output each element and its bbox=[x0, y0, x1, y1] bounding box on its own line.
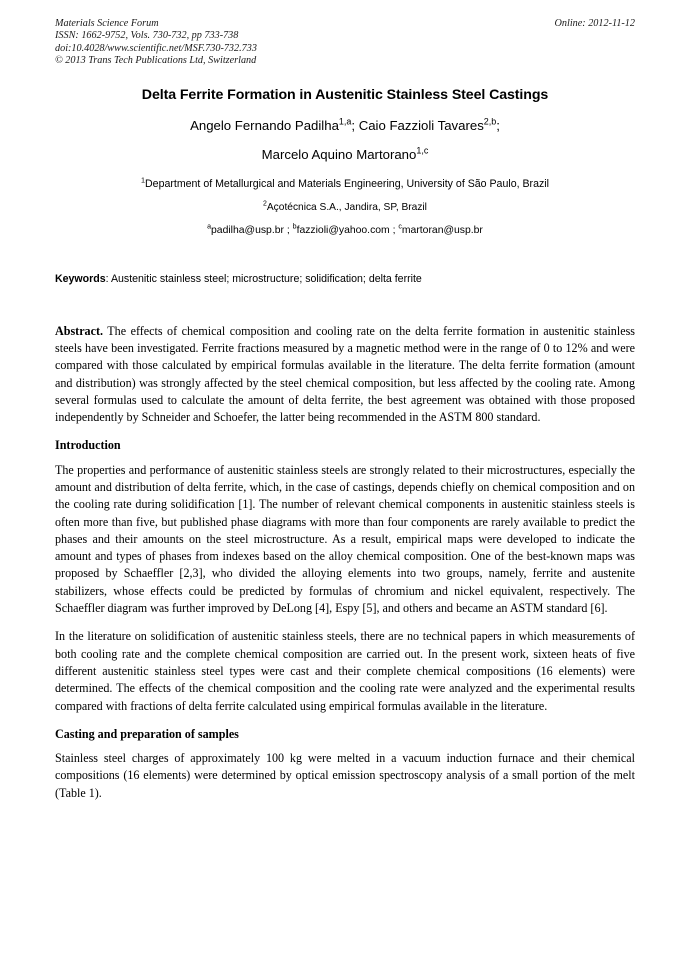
abstract-text: The effects of chemical composition and cooling rate on the delta ferrite formation in austenitic stainless steels have been investigated. Ferrite fractions measured by a magnetic method were in the range of 0 to 12% and were compared with those calculated by empirical formulas available in the literature. The delta ferrite formation (amount and distribution) was strongly affected by the steel chemical composition, but less affected by the cooling rate. Among several formulas used to calculate the amount of delta ferrite, the best agreement was obtained with those proposed independently by Schneider and Schoefer, the latter being recommended in the ASTM 800 standard. bbox=[55, 323, 635, 425]
journal-name: Materials Science Forum bbox=[55, 18, 159, 29]
affiliation-1 bbox=[55, 177, 635, 192]
casting-paragraph: Stainless steel charges of approximately 100 kg were melted in a vacuum induction furnace and their chemical compositions (16 elements) were determined by optical emission spectroscopy analysis of a small portion of the melt (Table 1). bbox=[55, 751, 635, 800]
email-2-marker: b bbox=[292, 223, 297, 231]
heading-casting-preparation: Casting and preparation of samples bbox=[55, 726, 239, 741]
author-name-padilha: Angelo Fernando Padilha bbox=[190, 117, 339, 133]
author-sup-padilha: 1,a bbox=[338, 116, 352, 127]
affiliation-1-text: Department of Metallurgical and Materials Engineering, University of São Paulo, Brazil bbox=[145, 177, 549, 190]
author-sup-martorano: 1,c bbox=[416, 145, 429, 156]
author-separator-2: ; bbox=[496, 117, 500, 133]
journal-issn-line: ISSN: 1662-9752, Vols. 730-732, pp 733-738 bbox=[55, 30, 239, 42]
page-content bbox=[55, 18, 635, 813]
authors-line-2 bbox=[55, 146, 635, 163]
journal-copyright-line: © 2013 Trans Tech Publications Ltd, Switzerland bbox=[55, 55, 257, 67]
email-3-marker: c bbox=[398, 223, 402, 231]
journal-doi-line: doi:10.4028/www.scientific.net/MSF.730-732.733 bbox=[55, 42, 257, 54]
affiliation-2 bbox=[55, 200, 635, 215]
abstract-paragraph bbox=[55, 323, 635, 427]
author-sup-tavares: 2,b bbox=[483, 116, 497, 127]
authors-line-1 bbox=[55, 117, 635, 134]
author-name-martorano: Marcelo Aquino Martorano bbox=[261, 146, 417, 162]
affiliation-2-marker: 2 bbox=[263, 200, 267, 208]
keywords-line bbox=[55, 272, 635, 287]
email-2: fazzioli@yahoo.com ; bbox=[296, 224, 399, 236]
abstract-label: Abstract. bbox=[55, 323, 104, 338]
keywords-value: : Austenitic stainless steel; microstructure; solidification; delta ferrite bbox=[105, 272, 422, 285]
journal-header-left bbox=[55, 18, 635, 68]
keywords-label: Keywords bbox=[55, 272, 106, 285]
email-1: padilha@usp.br ; bbox=[211, 224, 293, 236]
author-separator-1: ; Caio Fazzioli Tavares bbox=[351, 117, 484, 133]
email-1-marker: a bbox=[207, 223, 212, 231]
journal-header bbox=[55, 18, 635, 68]
introduction-paragraph-2: In the literature on solidification of austenitic stainless steels, there are no technical papers in which measurements of both cooling rate and the complete chemical composition are carried out. In the present work, sixteen heats of five different austenitic stainless steel types were cast and their complete chemical compositions (16 elements) were determined. The effects of the chemical composition and the cooling rate were analyzed and the experimental results compared with fractions of delta ferrite calculated using empirical formulas available in the literature. bbox=[55, 629, 635, 713]
heading-introduction: Introduction bbox=[55, 438, 121, 453]
online-date: Online: 2012-11-12 bbox=[554, 18, 635, 29]
author-emails bbox=[55, 223, 635, 238]
introduction-paragraph-1: The properties and performance of austenitic stainless steels are strongly related to their microstructures, especially the amount and distribution of delta ferrite, which, in the case of castings, depends chiefly on chemical composition and on the cooling rate during solidification [1]. The number of relevant chemical components in austenitic stainless steels is often more than five, but published phase diagrams with more than four components are rarely available to predict the phases and their amounts on the steel microstructure. As a result, empirical maps were developed to indicate the amount and types of phases from indexes based on the alloy chemical composition. One of the best-known maps was proposed by Schaeffler [2,3], who divided the alloying elements into two groups, namely, ferrite and austenite stabilizers, whose effects could be predicted by formulas of chromium and nickel equivalent, respectively. The Schaeffler diagram was further improved by DeLong [4], Espy [5], and others and became an ASTM standard [6]. bbox=[55, 462, 635, 616]
affiliation-1-marker: 1 bbox=[141, 175, 146, 185]
email-3: martoran@usp.br bbox=[401, 224, 483, 236]
article-title: Delta Ferrite Formation in Austenitic Stainless Steel Castings bbox=[141, 86, 549, 103]
affiliation-2-text: Açotécnica S.A., Jandira, SP, Brazil bbox=[266, 201, 427, 213]
